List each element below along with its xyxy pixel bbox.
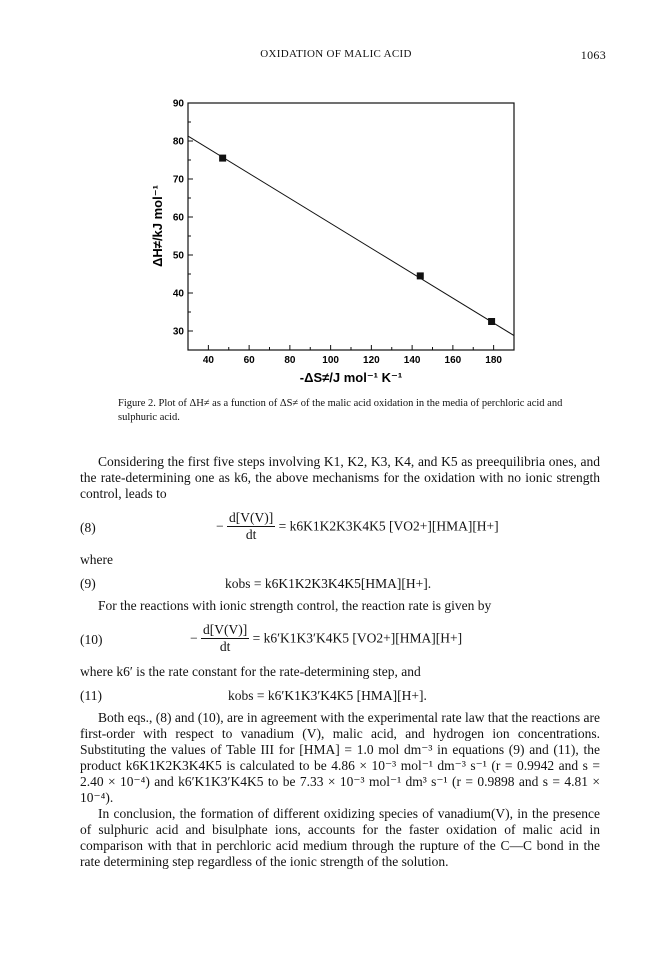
equation-number: (8) [80,520,96,535]
equation-number: (11) [80,688,102,703]
equation-body: kobs = k6′K1K3′K4K5 [HMA][H+]. [228,688,427,703]
equation-8: (8) − $\frac{d[V(V)]}{dt}$ = k6K1K2K3K4K5 [VO2+][HMA][H+] [80,510,499,542]
plot-frame [188,103,514,350]
paragraph-1: Considering the first five steps involving K1, K2, K3, K4, and K5 as preequilibria ones, and the rate-determining one as k6, the above mechanisms for the oxidation with no ionic strength control, leads to [80,454,600,501]
x-axis-ticks [188,345,514,366]
paragraph-4: Both eqs., (8) and (10), are in agreement with the experimental rate law that the reactions are first-order with respect to vanadium (V), malic acid, and hydrogen ion concentrations. Substituting the values of Table III for [HMA] = 1.0 mol dm⁻³ in equations (9) and (11), the product k6K1K2K3K4K5 is calculated to be 4.86 × 10⁻³ mol⁻¹ dm⁻³ s⁻¹ (r = 0.9942 and s = 2.40 × 10⁻⁴) and k6′K1K3′K4K5 to be 7.33 × 10⁻³ mol⁻¹ dm³ s⁻¹ (r = 0.9898 and s = 4.81 × 10⁻⁴). [80,710,600,805]
x-tick-label: 40 [202,355,214,366]
running-title: OXIDATION OF MALIC ACID [260,48,412,60]
data-marks [188,136,514,336]
equation-10: (10) − $\frac{d[V(V)]}{dt}$ = k6′K1K3′K4K5 [VO2+][HMA][H+] [80,622,463,654]
equation-fraction: $\frac{d[V(V)]}{dt}$ [203,622,248,654]
y-tick-label: 50 [172,250,184,262]
y-tick-label: 30 [172,326,184,338]
equation-rhs: = k6′K1K3′K4K5 [VO2+][HMA][H+] [252,630,463,646]
x-tick-label: 160 [444,355,462,366]
where-label: where [80,552,113,567]
x-tick-label: 120 [363,355,380,366]
equation-9 [80,576,600,596]
equation-fraction: $\frac{d[V(V)]}{dt}$ [229,510,274,542]
y-tick-label: 60 [172,212,184,224]
x-tick-label: 80 [284,355,296,366]
paragraph-3: where k6′ is the rate constant for the rate-determining step, and [80,664,421,679]
data-point [488,318,495,325]
paragraph-5: In conclusion, the formation of different oxidizing species of vanadium(V), in the presence of sulphuric acid and bisulphate ions, accounts for the faster oxidation of malic acid in comparison with that in perchloric acid medium through the rupture of the C—C bond in the rate determining step regardless of the ionic strength of the solution. [80,806,600,869]
data-point [417,272,424,279]
paragraph-2: For the reactions with ionic strength control, the reaction rate is given by [98,598,492,613]
page-number: 1063 [580,48,606,62]
equation-number: (9) [80,576,96,591]
y-tick-label: 90 [172,98,184,110]
x-tick-label: 140 [403,355,421,366]
y-tick-label: 70 [172,174,184,186]
y-axis-ticks [173,99,193,351]
equation-number: (10) [80,632,103,647]
x-tick-label: 60 [243,355,255,366]
figure-caption: Figure 2. Plot of ΔH≠ as a function of ΔS≠ of the malic acid oxidation in the media of perchloric acid and sulphuric acid. [118,398,563,423]
equation-11 [80,688,600,708]
fit-line [188,136,514,336]
x-tick-label: 100 [322,355,339,366]
y-axis-label: ΔH≠/kJ mol⁻¹ [150,185,165,267]
x-axis-label: -ΔS≠/J mol⁻¹ K⁻¹ [299,370,403,385]
y-tick-label: 80 [172,136,184,148]
x-tick-label: 180 [485,355,502,366]
data-point [219,155,226,162]
equation-body: kobs = k6K1K2K3K4K5[HMA][H+]. [225,576,432,591]
equation-rhs: = k6K1K2K3K4K5 [VO2+][HMA][H+] [278,518,499,534]
y-tick-label: 40 [172,288,184,300]
figure-2-chart [0,0,672,400]
